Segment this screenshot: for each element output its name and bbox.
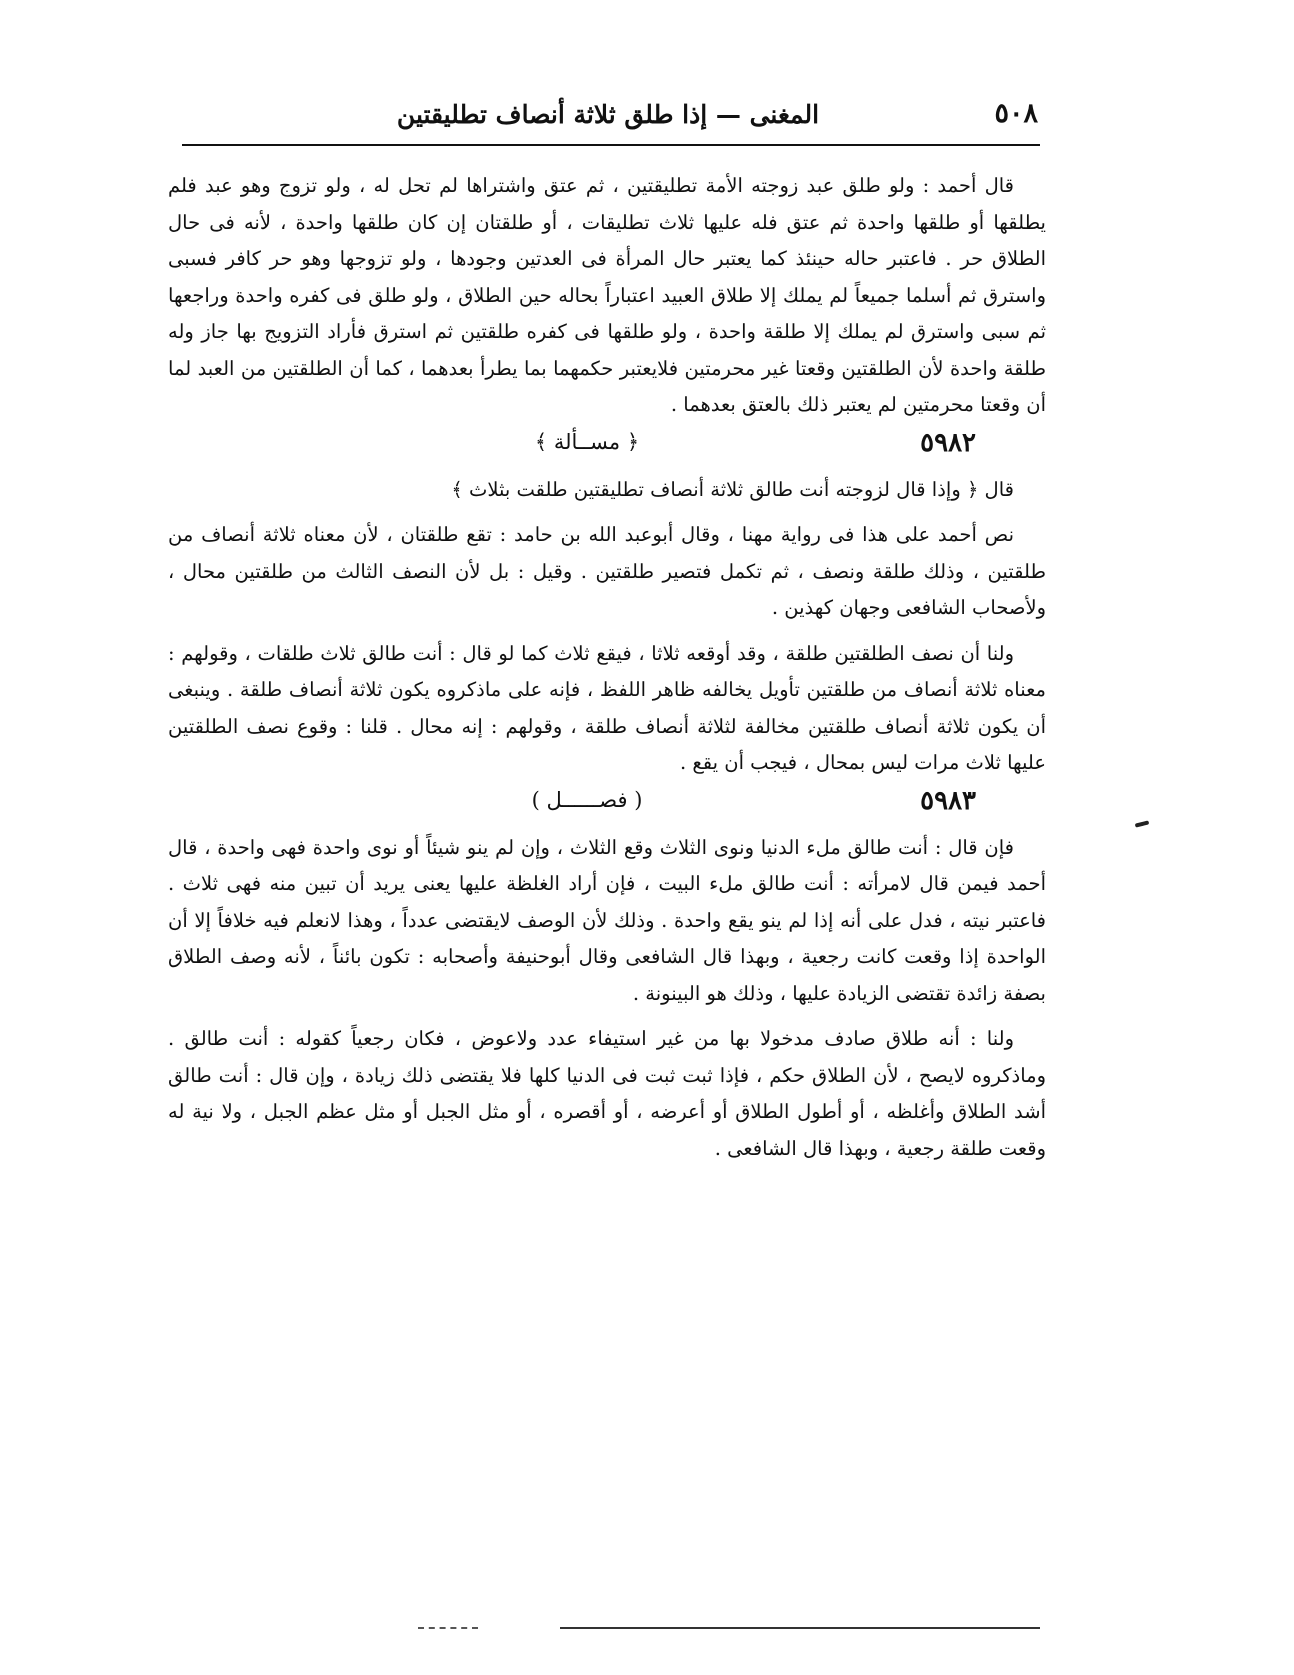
section-title: ﴿ مســألة ﴾ [534,429,640,454]
page-header [178,98,1038,140]
paragraph: ولنا : أنه طلاق صادف مدخولا بها من غير استيفاء عدد ولاعوض ، فكان رجعياً كقوله : أنت طالق . وماذكروه لايصح ، لأن الطلاق حكم ، فإذا ثبت ثبت فى الدنيا كلها فلا يقتضى ذلك زيادة ، وإن قال : أنت طالق أشد الطلاق وأغلظه ، أو أطول الطلاق أو أعرضه ، أو أقصره ، أو مثل الجبل أو مثل عظم الجبل ، ولا نية له وقعت طلقة رجعية ، وبهذا قال الشافعى . [168,1027,1046,1160]
section-number: ٥٩٨٣ [920,785,976,816]
page-body [168,168,1046,1167]
matn-paragraph: قال ﴿ وإذا قال لزوجته أنت طالق ثلاثة أنصاف تطليقتين طلقت بثلاث ﴾ [451,477,1014,501]
paragraph: قال أحمد : ولو طلق عبد زوجته الأمة تطليقتين ، ثم عتق واشتراها لم تحل له ، ولو تزوج وهو عبد فلم يطلقها أو طلقها واحدة ثم عتق فله عليها ثلاث تطليقات ، أو طلقتان إن كان طلقها واحدة ، لأنه فى حال الطلاق حر . فاعتبر حاله حينئذ كما يعتبر حال المرأة فى العدتين وجودها ، ولو تزوجها وهو حر كافر فسبى واسترق ثم أسلما جميعاً لم يملك إلا طلاق العبيد اعتباراً بحاله حين الطلاق ، ولو طلق فى كفره واحدة وراجعها ثم سبى واسترق لم يملك إلا طلقة واحدة ، ولو طلقها فى كفره طلقتين ثم استرق فأراد التزويج بها جاز وله طلقة واحدة لأن الطلقتين وقعتا غير محرمتين فلايعتبر حكمهما بما يطرأ بعدهما ، كما أن الطلقتين من العبد لما أن وقعتا محرمتين لم يعتبر ذلك بالعتق بعدهما . [168,174,1046,416]
running-title: المغنى — إذا طلق ثلاثة أنصاف تطليقتين [396,100,820,129]
margin-mark [1135,820,1150,827]
paragraph: نص أحمد على هذا فى رواية مهنا ، وقال أبوعبد الله بن حامد : تقع طلقتان ، لأن معناه ثلاثة أنصاف من طلقتين ، وذلك طلقة ونصف ، ثم تكمل فتصير طلقتين . وقيل : بل لأن النصف الثالث من طلقتين محال ، ولأصحاب الشافعى وجهان كهذين . [168,523,1046,619]
section-heading-5982 [168,428,1046,468]
section-title: ( فصــــــل ) [531,787,643,812]
page-number: ٥٠٨ [994,98,1038,129]
paragraph: فإن قال : أنت طالق ملء الدنيا ونوى الثلاث وقع الثلاث ، وإن لم ينو شيئاً أو نوى واحدة فهى واحدة ، قال أحمد فيمن قال لامرأته : أنت طالق ملء البيت ، فإن أراد الغلظة عليها يعنى يريد أن تبين منه فهى ثلاث . فاعتبر نيته ، فدل على أنه إذا لم ينو يقع واحدة . وذلك لأن الوصف لايقتضى عدداً ، وهذا لانعلم فيه خلافاً إلا أن الواحدة إذا وقعت كانت رجعية ، وبهذا قال الشافعى وقال أبوحنيفة وأصحابه : تكون بائناً ، لأنه وصف الطلاق بصفة زائدة تقتضى الزيادة عليها ، وذلك هو البينونة . [168,835,1046,1005]
footer-dash [418,1627,478,1629]
footer-rule [560,1627,1040,1629]
section-number: ٥٩٨٢ [920,427,976,458]
header-rule [182,144,1040,146]
paragraph: ولنا أن نصف الطلقتين طلقة ، وقد أوقعه ثلاثا ، فيقع ثلاث كما لو قال : أنت طالق ثلاث طلقات ، وقولهم : معناه ثلاثة أنصاف من طلقتين تأويل يخالفه ظاهر اللفظ ، فإنه على ماذكروه يكون ثلاثة أنصاف طلقة . وينبغى أن يكون ثلاثة أنصاف طلقتين مخالفة لثلاثة أنصاف طلقة ، وقولهم : إنه محال . قلنا : وقوع نصف الطلقتين عليها ثلاث مرات ليس بمحال ، فيجب أن يقع . [168,641,1046,774]
section-heading-5983 [168,786,1046,826]
